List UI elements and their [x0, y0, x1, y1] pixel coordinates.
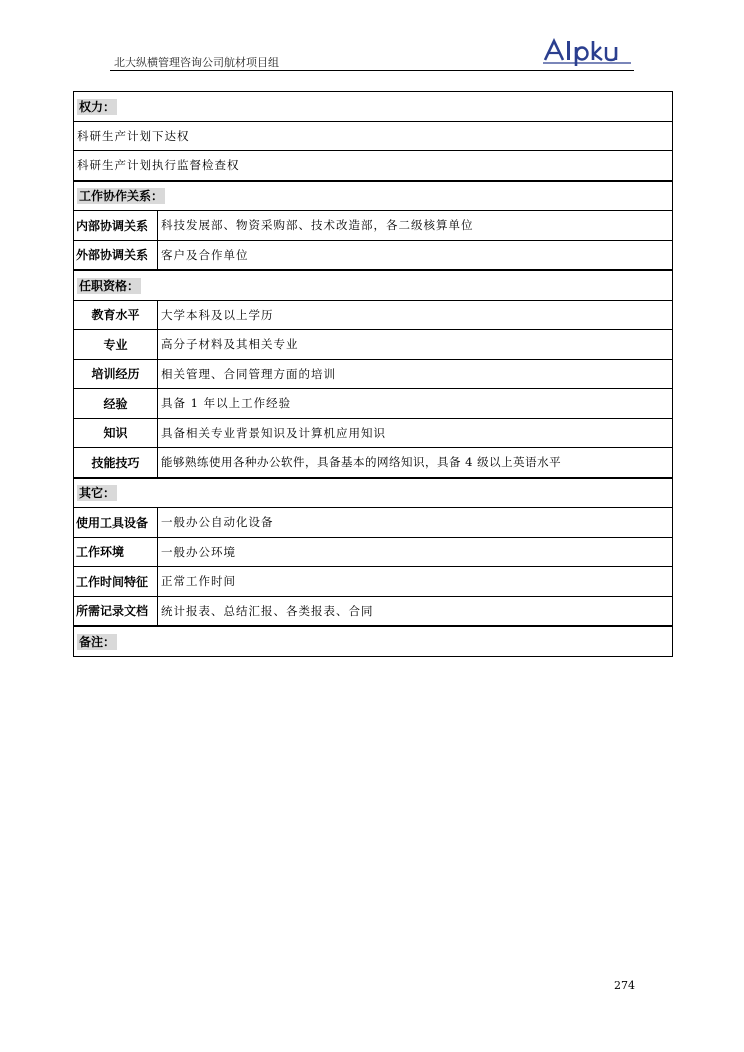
page-number: 274	[614, 979, 635, 992]
section-row-qualifications	[74, 270, 673, 300]
row-label: 所需记录文档	[74, 596, 158, 626]
row-label: 教育水平	[74, 300, 158, 330]
row-label: 使用工具设备	[74, 508, 158, 538]
table-row	[74, 240, 673, 270]
header-divider	[110, 70, 634, 71]
aipku-logo	[543, 38, 633, 68]
row-value: 统计报表、总结汇报、各类报表、合同	[158, 596, 673, 626]
table-row	[74, 300, 673, 330]
section-title-other: 其它：	[79, 486, 116, 501]
row-label: 工作环境	[74, 537, 158, 567]
section-row-relations	[74, 181, 673, 211]
table-row	[74, 389, 673, 419]
row-value: 科技发展部、物资采购部、技术改造部，各二级核算单位	[158, 211, 673, 241]
job-description-table	[73, 91, 673, 657]
row-value: 大学本科及以上学历	[158, 300, 673, 330]
section-title-authority: 权力：	[79, 99, 116, 114]
section-title-qualifications: 任职资格：	[79, 278, 140, 293]
authority-item: 科研生产计划执行监督检查权	[74, 151, 673, 181]
row-label: 专业	[74, 330, 158, 360]
section-row-notes	[74, 626, 673, 656]
row-label: 工作时间特征	[74, 567, 158, 597]
authority-item: 科研生产计划下达权	[74, 121, 673, 151]
row-label: 培训经历	[74, 359, 158, 389]
table-row	[74, 537, 673, 567]
table-row	[74, 359, 673, 389]
row-value: 高分子材料及其相关专业	[158, 330, 673, 360]
table-row	[74, 448, 673, 478]
row-value: 正常工作时间	[158, 567, 673, 597]
section-row-authority	[74, 92, 673, 122]
table-row	[74, 567, 673, 597]
row-label: 外部协调关系	[74, 240, 158, 270]
row-value: 能够熟练使用各种办公软件，具备基本的网络知识，具备 4 级以上英语水平	[158, 448, 673, 478]
table-row	[74, 508, 673, 538]
section-title-relations: 工作协作关系：	[79, 189, 164, 204]
section-title-notes: 备注：	[79, 634, 116, 649]
row-value: 相关管理、合同管理方面的培训	[158, 359, 673, 389]
header-company: 北大纵横管理咨询公司航材项目组	[114, 56, 279, 69]
table-row	[74, 418, 673, 448]
row-value: 一般办公自动化设备	[158, 508, 673, 538]
row-label: 经验	[74, 389, 158, 419]
table-row	[74, 211, 673, 241]
row-label: 知识	[74, 418, 158, 448]
table-row	[74, 121, 673, 151]
row-value: 具备相关专业背景知识及计算机应用知识	[158, 418, 673, 448]
section-row-other	[74, 478, 673, 508]
row-label: 内部协调关系	[74, 211, 158, 241]
row-value: 具备 1 年以上工作经验	[158, 389, 673, 419]
row-label: 技能技巧	[74, 448, 158, 478]
row-value: 一般办公环境	[158, 537, 673, 567]
row-value: 客户及合作单位	[158, 240, 673, 270]
table-row	[74, 596, 673, 626]
table-row	[74, 151, 673, 181]
table-row	[74, 330, 673, 360]
